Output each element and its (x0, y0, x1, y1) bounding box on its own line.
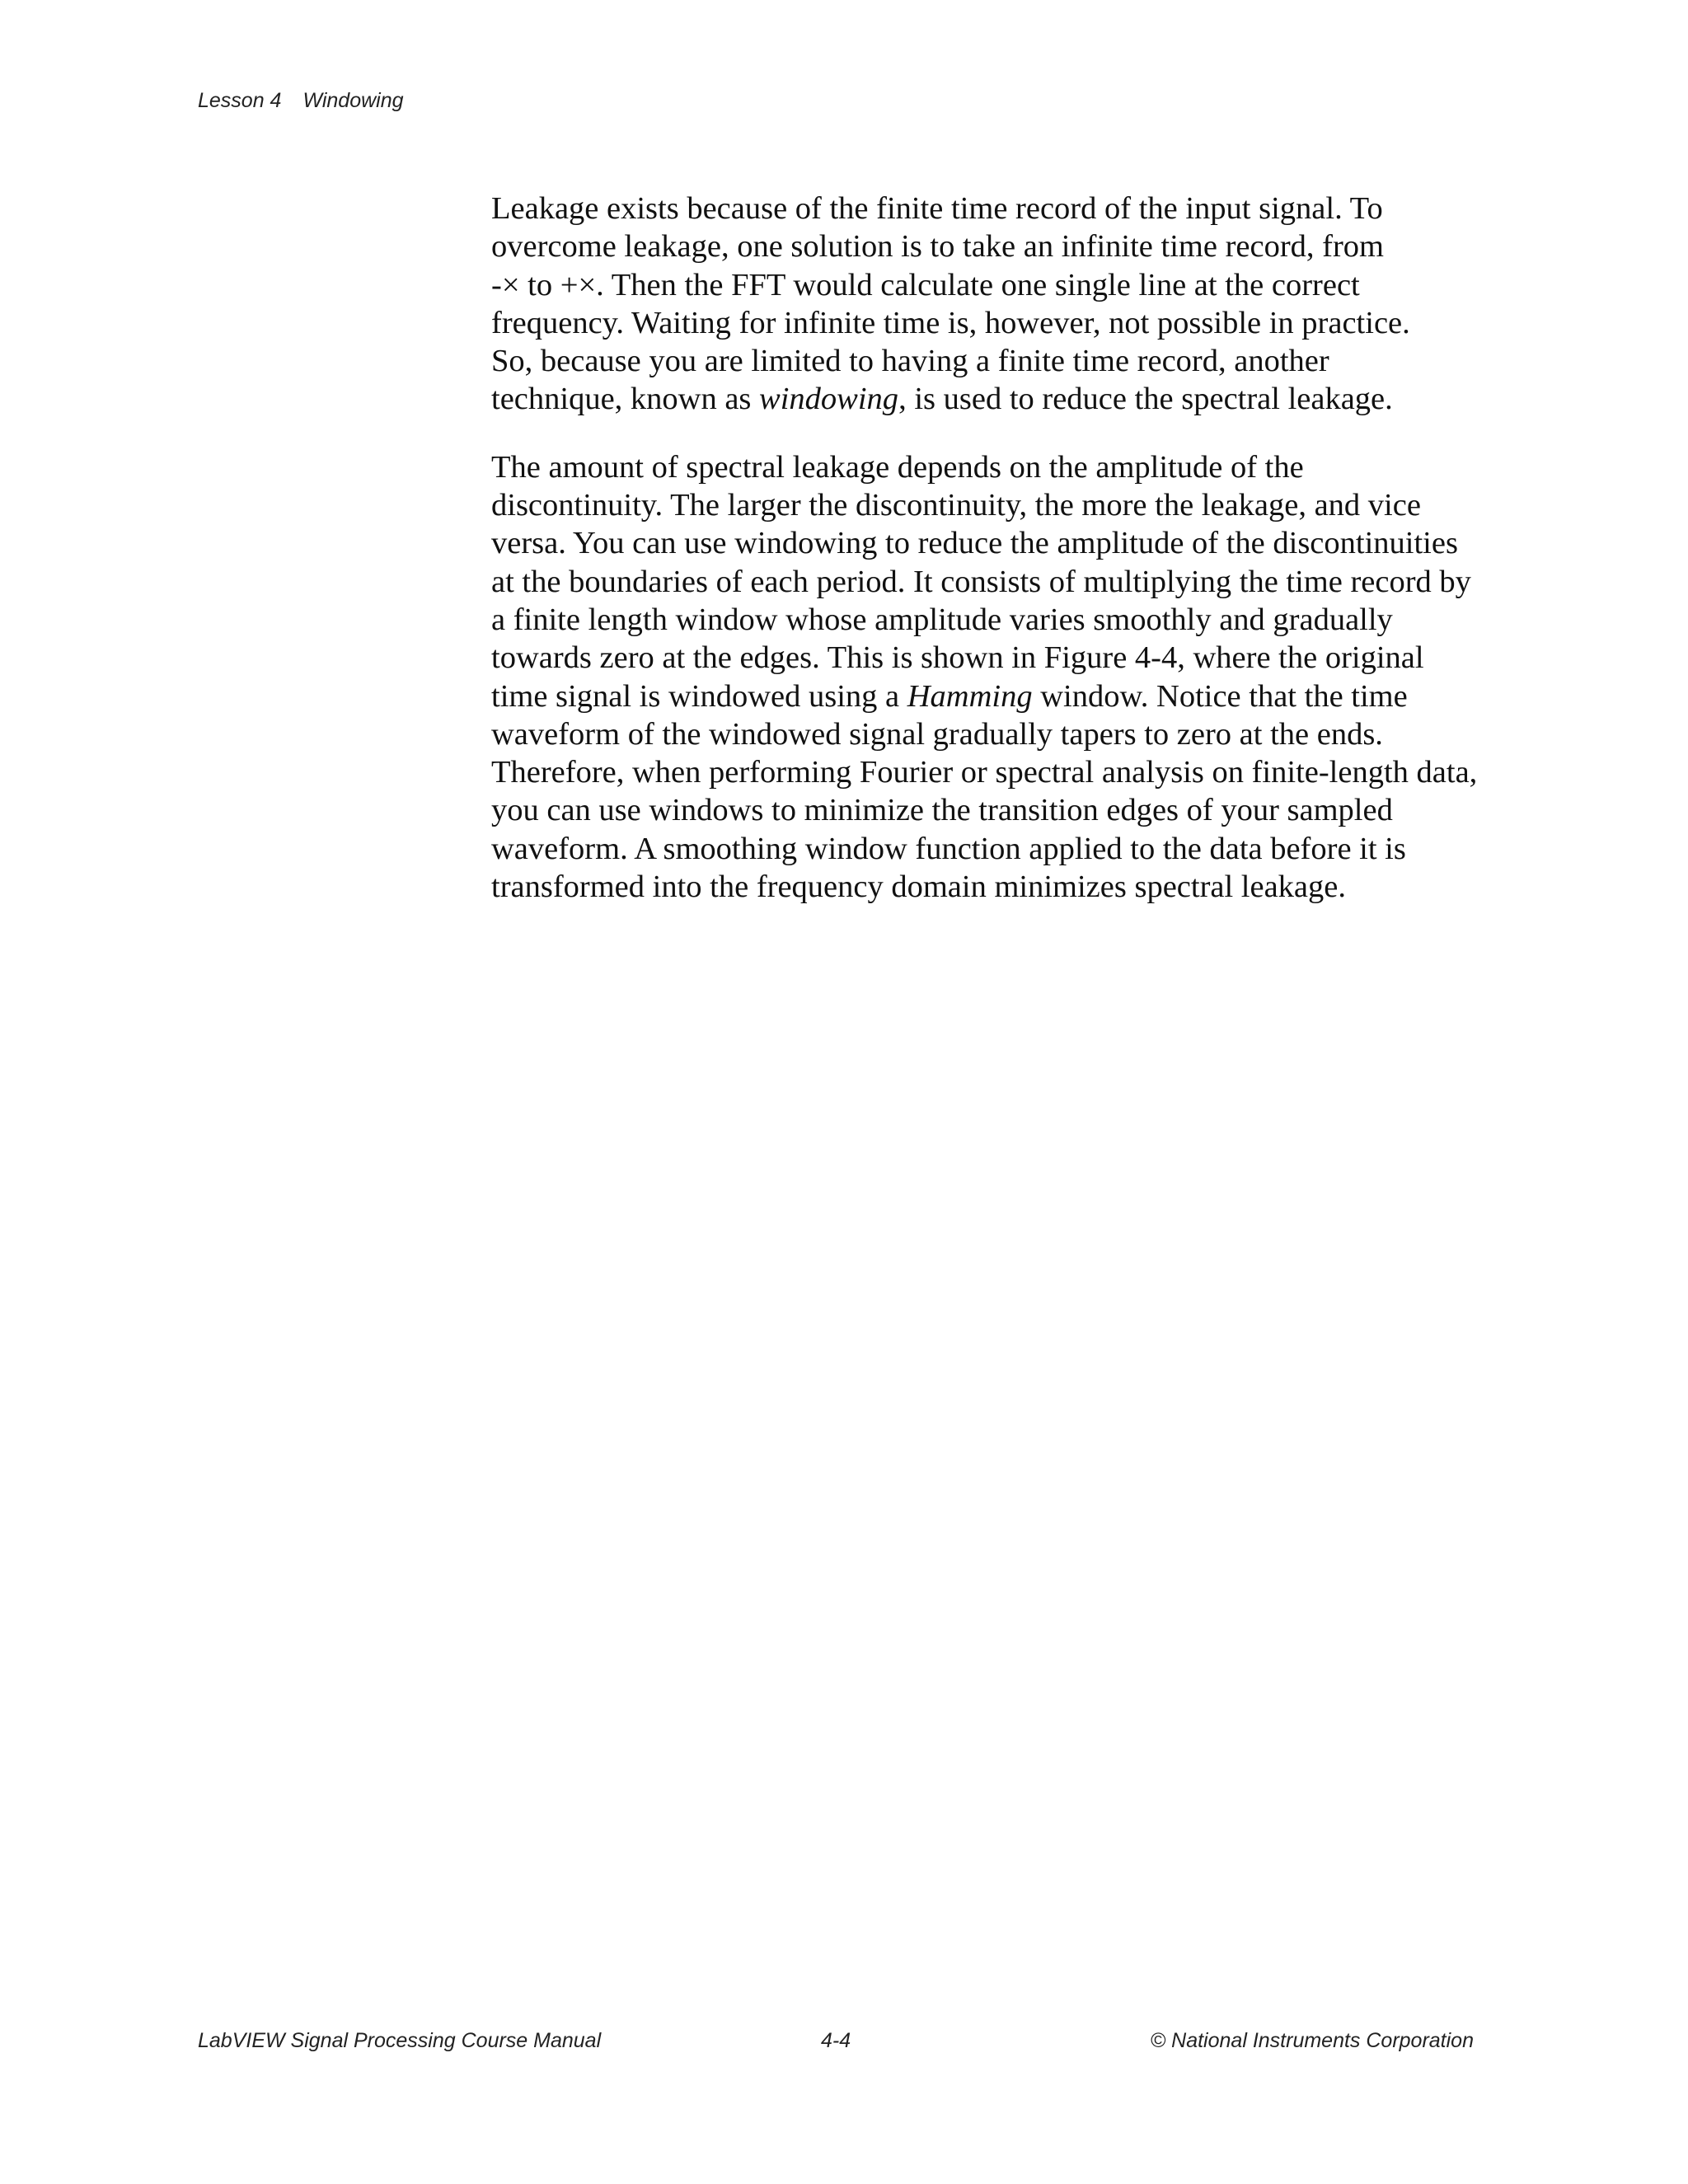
running-head (198, 89, 404, 113)
emphasis-hamming: Hamming (907, 678, 1033, 714)
footer-manual-title: LabVIEW Signal Processing Course Manual (198, 2029, 602, 2052)
footer-copyright: © National Instruments Corporation (1150, 2029, 1474, 2052)
paragraph-1-line: overcome leakage, one solution is to take an infinite time record, from (491, 229, 1384, 265)
paragraph-2-part-2: window. Notice that the time waveform of the windowed signal gradually tapers to zero at the ends. Therefore, when performing Fourier or spectral analysis on finite-length data, you can use windows to minimize the transition edges of your sampled waveform. A smoothing window function applied to the data before it is transformed into the frequency domain minimizes spectral leakage. (491, 678, 1478, 905)
section-title: Windowing (302, 89, 404, 112)
paragraph-1-line: So, because you are limited to having a finite time record, another (491, 344, 1329, 379)
footer-page-number: 4-4 (821, 2029, 851, 2052)
paragraph-1-line: -× to +×. Then the FFT would calculate one single line at the correct (491, 267, 1360, 302)
paragraph-1-line-end: , is used to reduce the spectral leakage. (898, 382, 1393, 417)
paragraph-1-line: Leakage exists because of the finite time record of the input signal. To (491, 191, 1383, 226)
paragraph-1-line: frequency. Waiting for infinite time is, however, not possible in practice. (491, 305, 1410, 340)
paragraph-1-line: technique, known as (491, 382, 760, 417)
paragraph-2 (491, 448, 1480, 907)
body-text (491, 190, 1480, 935)
lesson-label: Lesson 4 (198, 89, 282, 112)
paragraph-2-part-1: The amount of spectral leakage depends on the amplitude of the discontinuity. The larger the discontinuity, the more the leakage, and vice versa. You can use windowing to reduce the amplitude of the discontinuities at the boundaries of each period. It consists of multiplying the time record by a finite length window whose amplitude varies smoothly and gradually towards zero at the edges. This is shown in Figure 4-4, where the original time signal is windowed using a (491, 449, 1471, 714)
paragraph-1 (491, 190, 1480, 419)
emphasis-windowing: windowing (759, 382, 899, 417)
